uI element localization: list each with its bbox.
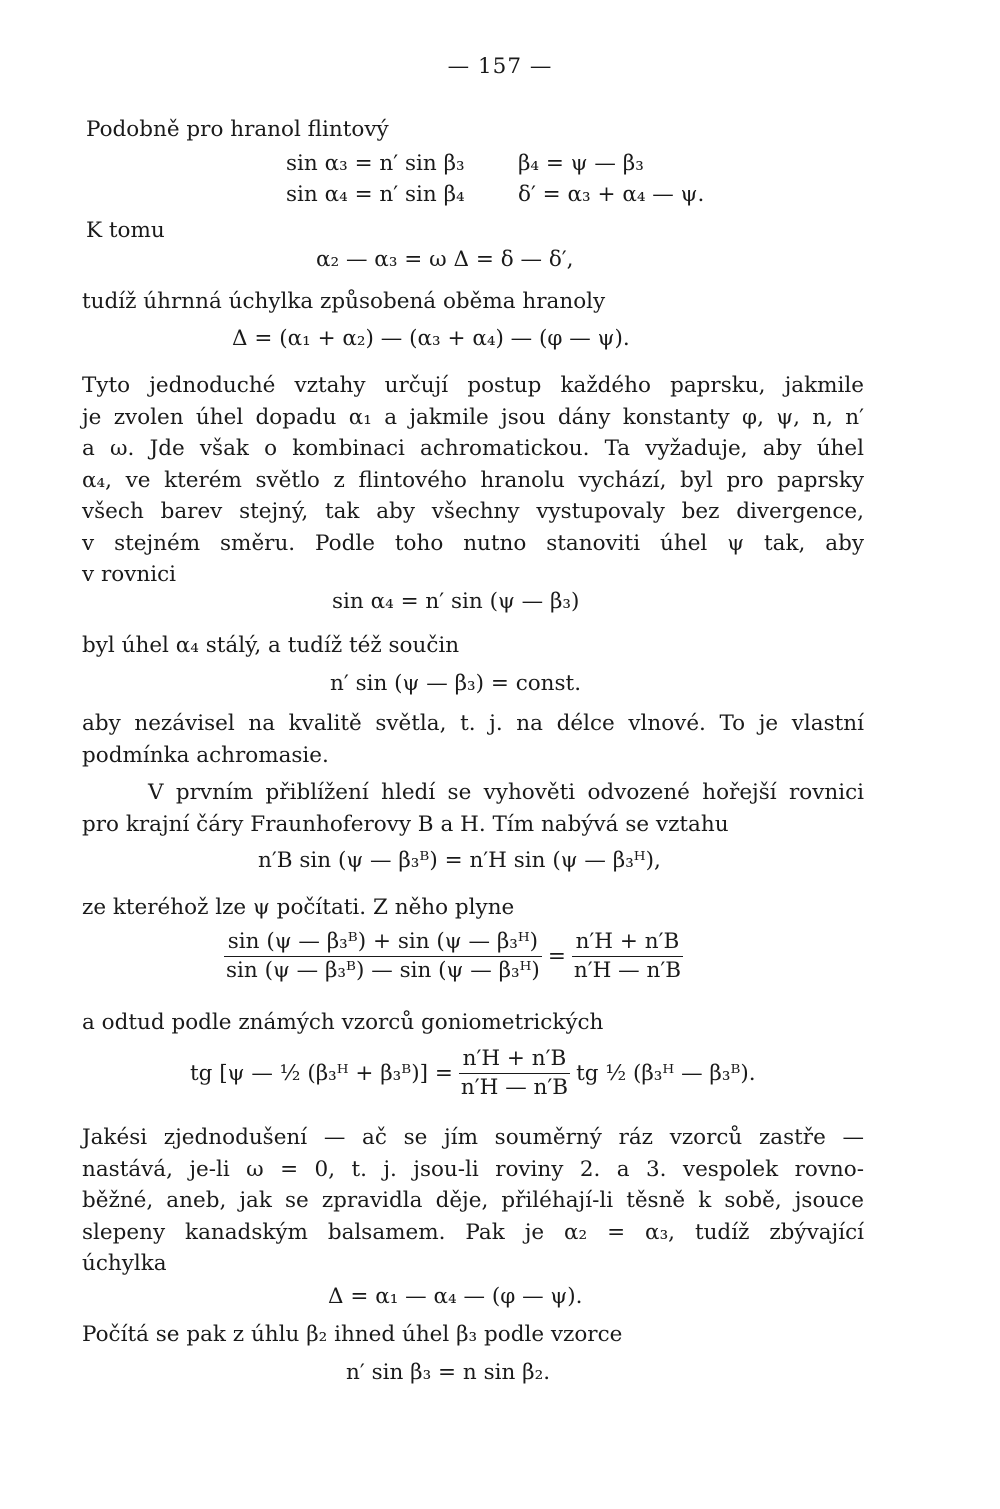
text-line: Jakési zjednodušení — ač se jím souměrný ráz vzorců zastře — (82, 1125, 864, 1150)
equation: Δ = α₁ — α₄ — (φ — ψ). (328, 1284, 583, 1309)
text-line: podmínka achromasie. (82, 742, 329, 768)
fraction (459, 1045, 570, 1102)
paragraph (82, 708, 864, 771)
equation: n′ sin β₃ = n sin β₂. (346, 1360, 551, 1385)
equation: sin α₄ = n′ sin β₄ (286, 182, 465, 207)
equation: sin α₄ = n′ sin (ψ — β₃) (332, 589, 580, 614)
text-line: V prvním přiblížení hledí se vyhověti odvozené hořejší rovnici (148, 780, 864, 805)
body-text: Počítá se pak z úhlu β₂ ihned úhel β₃ podle vzorce (82, 1322, 623, 1347)
equals-sign: = (547, 943, 566, 969)
page-number: — 157 — (447, 54, 553, 79)
text-line: slepeny kanadským balsamem. Pak je α₂ = α₃, tudíž zbývající (82, 1219, 864, 1245)
intro-text: K tomu (86, 218, 165, 243)
paragraph (82, 370, 864, 591)
fraction-equation (190, 1045, 756, 1102)
equation: n′B sin (ψ — β₃ᴮ) = n′H sin (ψ — β₃ᴴ), (258, 848, 661, 873)
equation: β₄ = ψ — β₃ (518, 151, 644, 176)
text-line: v rovnici (82, 562, 176, 587)
numerator: n′H + n′B (572, 928, 683, 957)
text-line: běžné, aneb, jak se zpravidla děje, přiléhají-li těsně k sobě, jsouce (82, 1188, 864, 1213)
body-text: byl úhel α₄ stálý, a tudíž též součin (82, 633, 460, 658)
body-text: a odtud podle známých vzorců goniometrických (82, 1010, 604, 1035)
equation: α₂ — α₃ = ω Δ = δ — δ′, (316, 247, 574, 272)
denominator: n′H — n′B (573, 958, 682, 983)
text-line: pro krajní čáry Fraunhoferovy B a H. Tím nabývá se vztahu (82, 811, 729, 837)
equation: δ′ = α₃ + α₄ — ψ. (518, 182, 705, 207)
equation-left: tg [ψ — ½ (β₃ᴴ + β₃ᴮ)] = (190, 1060, 453, 1086)
text-line: aby nezávisel na kvalitě světla, t. j. na délce vlnové. To je vlastní (82, 711, 864, 736)
fraction (572, 928, 683, 985)
paragraph (82, 1122, 864, 1280)
text-line: úchylka (82, 1251, 167, 1276)
denominator: n′H — n′B (460, 1075, 569, 1100)
denominator: sin (ψ — β₃ᴮ) — sin (ψ — β₃ᴴ) (226, 958, 540, 983)
equation: sin α₃ = n′ sin β₃ (286, 151, 465, 176)
equation: n′ sin (ψ — β₃) = const. (330, 671, 582, 696)
body-text: tudíž úhrnná úchylka způsobená oběma hranoly (82, 289, 606, 314)
text-line: a ω. Jde však o kombinaci achromatickou. Ta vyžaduje, aby úhel (82, 436, 864, 461)
text-line: α₄, ve kterém světlo z flintového hranolu vychází, byl pro paprsky (82, 467, 864, 493)
equation-right: tg ½ (β₃ᴴ — β₃ᴮ). (576, 1060, 756, 1086)
paragraph (82, 777, 864, 840)
text-line: je zvolen úhel dopadu α₁ a jakmile jsou dány konstanty φ, ψ, n, n′ (82, 404, 864, 430)
numerator: sin (ψ — β₃ᴮ) + sin (ψ — β₃ᴴ) (224, 928, 542, 957)
numerator: n′H + n′B (459, 1045, 570, 1074)
text-line: všech barev stejný, tak aby všechny vystupovaly bez divergence, (82, 499, 864, 524)
intro-text: Podobně pro hranol flintový (86, 117, 389, 142)
text-line: Tyto jednoduché vztahy určují postup každého paprsku, jakmile (82, 373, 864, 398)
fraction (224, 928, 542, 985)
equation: Δ = (α₁ + α₂) — (α₃ + α₄) — (φ — ψ). (232, 326, 630, 351)
text-line: nastává, je-li ω = 0, t. j. jsou-li roviny 2. a 3. vespolek rovno- (82, 1156, 864, 1182)
body-text: ze kteréhož lze ψ počítati. Z něho plyne (82, 895, 515, 920)
fraction-equation (224, 928, 683, 985)
text-line: v stejném směru. Podle toho nutno stanoviti úhel ψ tak, aby (82, 530, 864, 556)
